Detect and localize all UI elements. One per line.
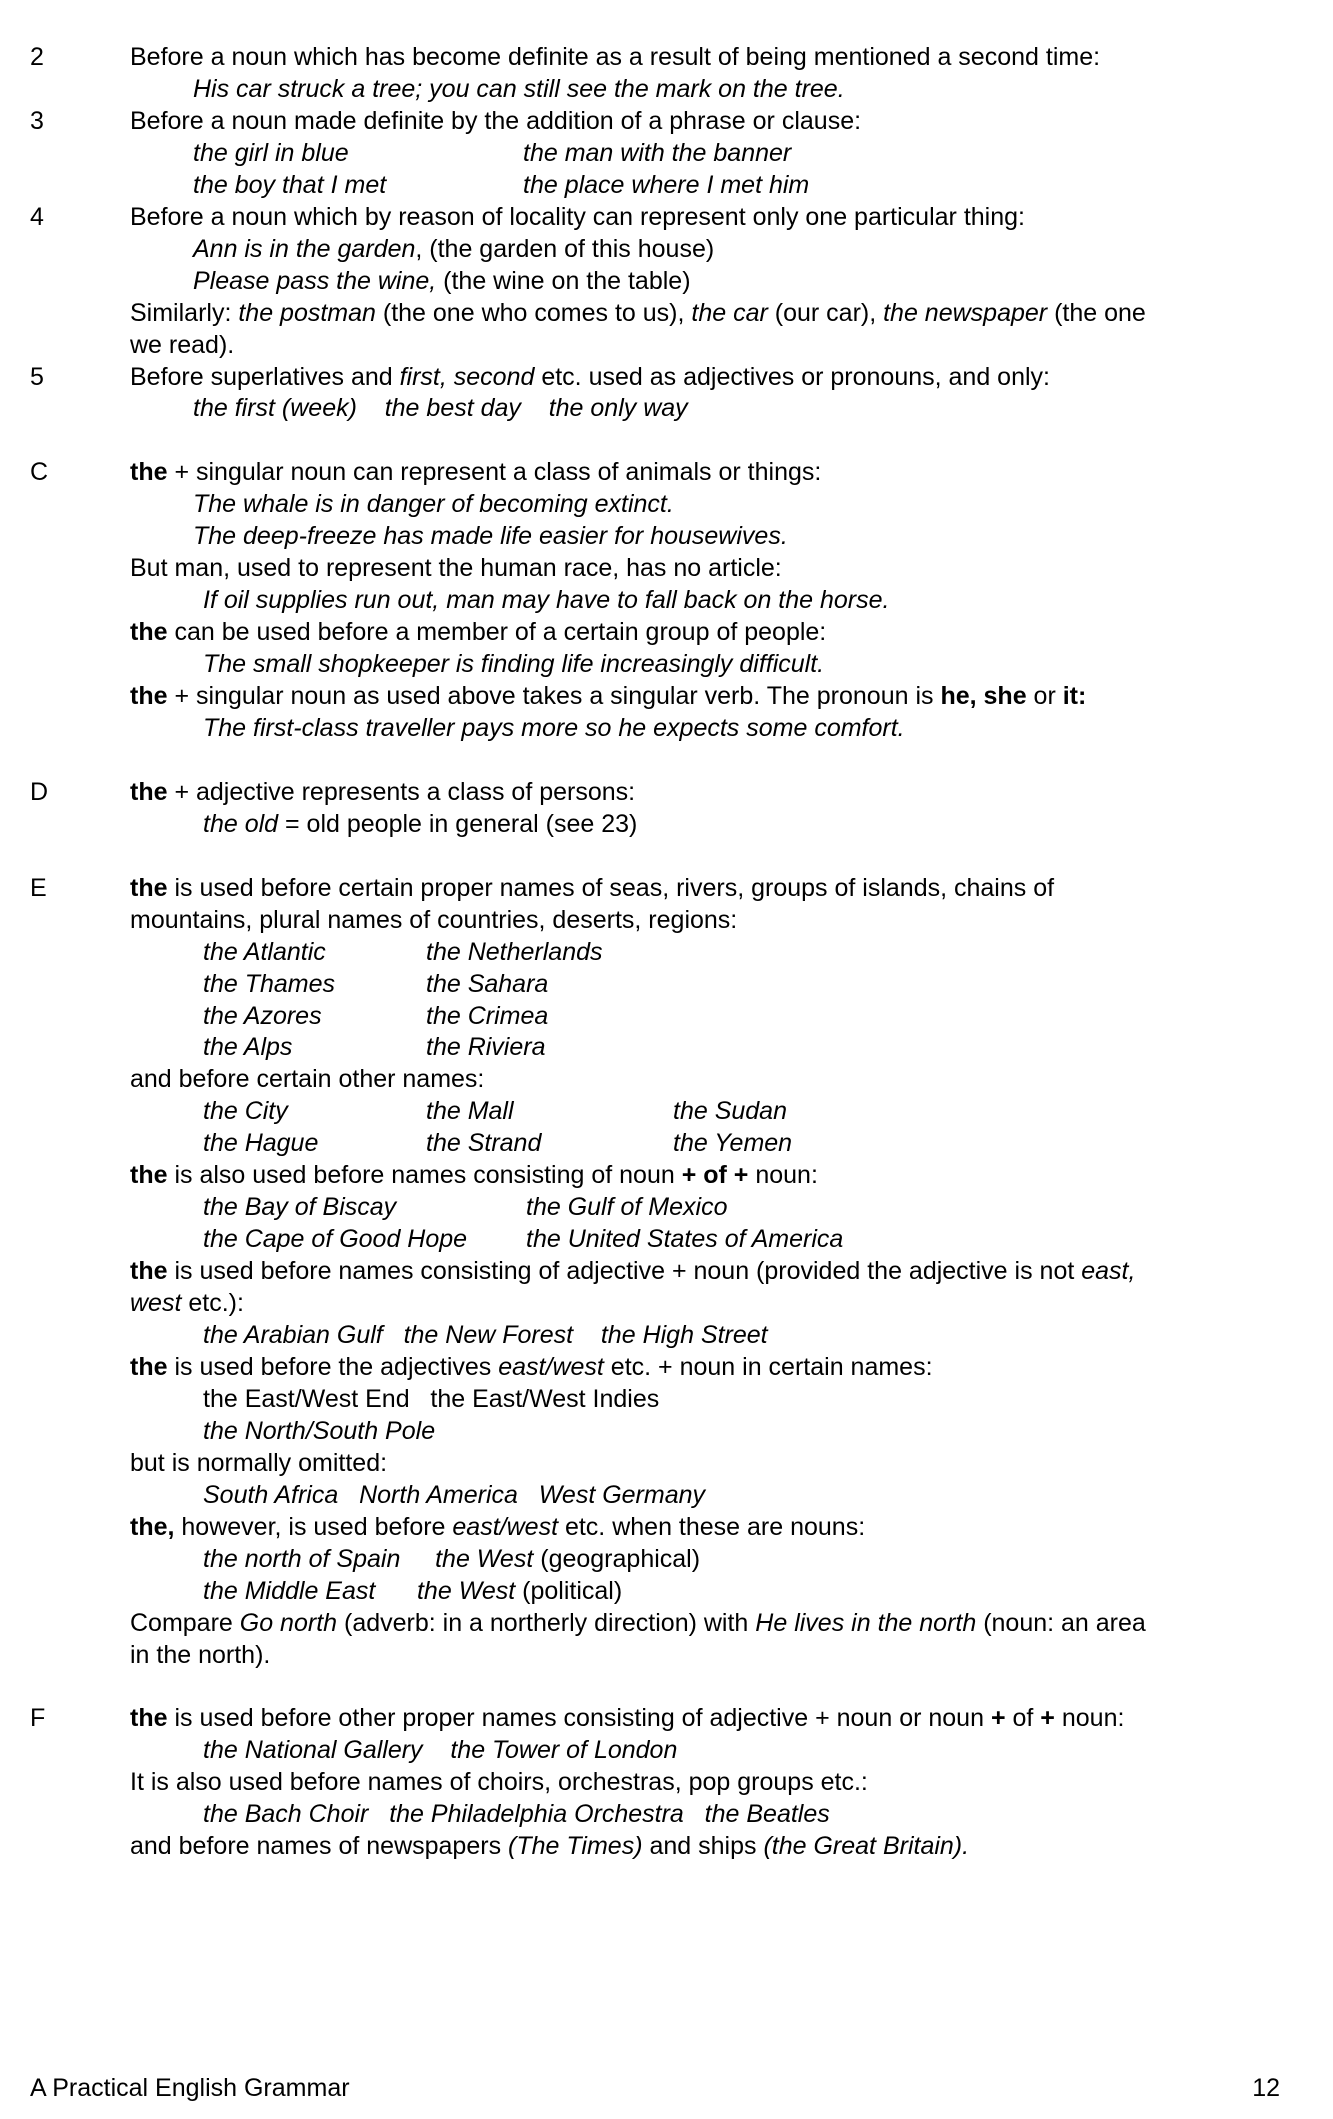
text-segment: or bbox=[1026, 682, 1063, 710]
line-content bbox=[203, 1575, 622, 1607]
text-segment: Similarly: bbox=[130, 298, 239, 327]
text-segment: and before names of newspapers bbox=[130, 1832, 509, 1861]
example-column bbox=[203, 1223, 467, 1255]
bold-term: the bbox=[130, 682, 168, 710]
text-segment: , (the garden of this house) bbox=[415, 234, 715, 263]
text-segment: Compare bbox=[130, 1608, 240, 1637]
text-segment: however, is used before bbox=[174, 1512, 453, 1541]
line-content bbox=[130, 1766, 868, 1798]
example-column bbox=[426, 1127, 541, 1159]
italic-example: the girl in blue bbox=[193, 138, 349, 167]
text-segment: Before a noun which by reason of locality can represent only one particular thing: bbox=[130, 202, 1025, 231]
italic-example: Ann is in the garden bbox=[193, 234, 416, 263]
bold-term: the, bbox=[130, 1512, 175, 1541]
italic-example: east/west bbox=[452, 1512, 559, 1541]
line-content bbox=[203, 1798, 830, 1830]
italic-example: west bbox=[130, 1289, 182, 1318]
line-content bbox=[193, 265, 691, 297]
italic-example: the Yemen bbox=[673, 1129, 793, 1158]
line-content bbox=[130, 1511, 865, 1543]
text-segment: is used before other proper names consisting of adjective + noun or noun bbox=[167, 1704, 991, 1733]
bold-term: the bbox=[130, 1704, 168, 1733]
line-content bbox=[130, 1639, 270, 1671]
line-content bbox=[130, 1159, 818, 1191]
line-content bbox=[193, 73, 845, 105]
text-segment: (political) bbox=[515, 1576, 623, 1605]
bold-term: + bbox=[1040, 1704, 1055, 1733]
example-column bbox=[673, 1095, 787, 1127]
text-segment: + singular noun as used above takes a singular verb. The pronoun is bbox=[167, 682, 941, 710]
bold-term: the bbox=[130, 1161, 168, 1190]
section-label: 5 bbox=[30, 362, 44, 391]
text-segment: = old people in general (see 23) bbox=[278, 809, 638, 838]
line-content bbox=[130, 616, 826, 648]
italic-example: the Riviera bbox=[426, 1033, 546, 1062]
example-column bbox=[203, 1031, 292, 1063]
example-column bbox=[193, 137, 349, 169]
bold-term: + bbox=[990, 1704, 1006, 1733]
example-column bbox=[193, 169, 386, 201]
example-column bbox=[526, 1191, 727, 1223]
text-segment: Before a noun made definite by the addition of a phrase or clause: bbox=[130, 106, 862, 135]
example-column bbox=[426, 1000, 548, 1032]
line-content bbox=[130, 41, 1100, 73]
line-content bbox=[130, 904, 737, 936]
italic-example: the Thames bbox=[203, 969, 336, 998]
section-label: 4 bbox=[30, 202, 44, 231]
line-content bbox=[203, 808, 637, 840]
italic-example: the man with the banner bbox=[523, 138, 792, 167]
example-column bbox=[426, 968, 548, 1000]
example-column bbox=[203, 1191, 396, 1223]
section-label: 3 bbox=[30, 106, 44, 135]
italic-example: the old bbox=[203, 809, 279, 838]
line-content bbox=[130, 1702, 1124, 1734]
text-segment: etc. when these are nouns: bbox=[558, 1512, 866, 1541]
line-content bbox=[203, 1383, 659, 1415]
bold-term: he, she bbox=[940, 682, 1027, 710]
footer-book-title: A Practical English Grammar bbox=[30, 2074, 350, 2102]
line-content bbox=[130, 201, 1025, 233]
italic-example: the boy that I met bbox=[193, 170, 387, 199]
text-segment: Before superlatives and bbox=[130, 362, 400, 391]
italic-example: the Atlantic bbox=[203, 937, 326, 966]
example-column bbox=[203, 1095, 288, 1127]
example-column bbox=[203, 1127, 318, 1159]
italic-example: the postman bbox=[238, 298, 376, 327]
italic-example: east, bbox=[1081, 1257, 1136, 1286]
line-content bbox=[130, 1255, 1135, 1287]
text-segment: of bbox=[1005, 1704, 1041, 1733]
italic-example: the Alps bbox=[203, 1033, 293, 1062]
italic-example: His car struck a tree; you can still see the mark on the tree. bbox=[193, 74, 845, 103]
line-content bbox=[130, 456, 821, 488]
text-segment: It is also used before names of choirs, orchestras, pop groups etc.: bbox=[130, 1768, 868, 1797]
example-column bbox=[203, 936, 326, 968]
text-segment: (the one who comes to us), bbox=[375, 298, 692, 327]
line-content bbox=[203, 1319, 768, 1351]
line-content bbox=[193, 392, 688, 424]
text-segment: (the wine on the table) bbox=[436, 266, 691, 295]
text-segment: Before a noun which has become definite as a result of being mentioned a second time: bbox=[130, 43, 1101, 71]
italic-example: the Sudan bbox=[673, 1097, 787, 1126]
italic-example: Please pass the wine, bbox=[193, 266, 437, 295]
italic-example: the Bach Choir the Philadelphia Orchestra the Beatles bbox=[203, 1800, 830, 1829]
italic-example: the first (week) the best day the only way bbox=[193, 394, 688, 423]
section-label: C bbox=[30, 458, 49, 487]
line-content bbox=[193, 520, 788, 552]
line-content bbox=[130, 776, 635, 808]
italic-example: The deep-freeze has made life easier for housewives. bbox=[193, 522, 788, 551]
line-content bbox=[130, 1830, 969, 1862]
line-content bbox=[130, 872, 1054, 904]
text-segment: but is normally omitted: bbox=[130, 1448, 388, 1477]
line-content bbox=[130, 1447, 387, 1479]
text-segment: noun: bbox=[1054, 1704, 1125, 1733]
example-column bbox=[426, 936, 603, 968]
italic-example: the Azores bbox=[203, 1001, 322, 1030]
example-column bbox=[203, 1000, 322, 1032]
line-content bbox=[130, 105, 861, 137]
italic-example: the Arabian Gulf the New Forest the High Street bbox=[203, 1321, 768, 1349]
text-segment: + singular noun can represent a class of animals or things: bbox=[167, 458, 822, 487]
line-content bbox=[203, 1479, 705, 1511]
line-content bbox=[203, 1415, 435, 1447]
line-content bbox=[130, 297, 1146, 329]
line-content bbox=[130, 361, 1050, 393]
italic-example: (The Times) bbox=[508, 1832, 643, 1861]
line-content bbox=[203, 712, 905, 744]
italic-example: the Gulf of Mexico bbox=[526, 1193, 728, 1222]
line-content bbox=[203, 1543, 700, 1575]
example-column bbox=[426, 1031, 546, 1063]
line-content bbox=[130, 1287, 244, 1319]
italic-example: the Bay of Biscay bbox=[203, 1193, 397, 1222]
example-column bbox=[523, 169, 809, 201]
italic-example: the Sahara bbox=[426, 969, 549, 998]
italic-example: South Africa North America West Germany bbox=[203, 1480, 706, 1509]
italic-example: The small shopkeeper is finding life increasingly difficult. bbox=[203, 650, 825, 679]
text-segment: is used before names consisting of adjective + noun (provided the adjective is not bbox=[167, 1257, 1082, 1286]
text-segment: + adjective represents a class of persons: bbox=[167, 777, 636, 806]
italic-example: the car bbox=[691, 298, 768, 327]
section-label: 2 bbox=[30, 43, 44, 71]
line-content bbox=[130, 329, 234, 361]
italic-example: the Hague bbox=[203, 1129, 319, 1158]
text-segment: is used before the adjectives bbox=[167, 1352, 499, 1381]
example-column bbox=[673, 1127, 792, 1159]
italic-example: the Middle East the West bbox=[203, 1576, 516, 1605]
italic-example: He lives in the north bbox=[755, 1608, 977, 1637]
text-segment: is used before certain proper names of seas, rivers, groups of islands, chains of bbox=[167, 873, 1055, 902]
italic-example: the Netherlands bbox=[426, 937, 603, 966]
italic-example: Go north bbox=[239, 1608, 338, 1637]
line-content bbox=[203, 1734, 677, 1766]
italic-example: The first-class traveller pays more so he expects some comfort. bbox=[203, 713, 905, 742]
text-segment: can be used before a member of a certain group of people: bbox=[167, 618, 827, 647]
italic-example: the United States of America bbox=[526, 1225, 844, 1254]
text-segment: (the one bbox=[1047, 298, 1146, 327]
italic-example: the north of Spain the West bbox=[203, 1544, 534, 1573]
text-segment: etc.): bbox=[181, 1289, 244, 1318]
line-content bbox=[203, 648, 824, 680]
example-column bbox=[203, 968, 335, 1000]
text-segment: etc. used as adjectives or pronouns, and only: bbox=[534, 362, 1050, 391]
footer-page-number: 12 bbox=[1252, 2074, 1280, 2102]
line-content bbox=[203, 584, 890, 616]
bold-term: the bbox=[130, 873, 168, 902]
text-segment: and ships bbox=[642, 1832, 764, 1861]
line-content bbox=[130, 1063, 484, 1095]
italic-example: the Crimea bbox=[426, 1001, 549, 1030]
italic-example: the Cape of Good Hope bbox=[203, 1225, 468, 1254]
text-segment: is also used before names consisting of noun bbox=[167, 1161, 682, 1190]
bold-term: + of + bbox=[681, 1161, 749, 1190]
italic-example: east/west bbox=[498, 1352, 604, 1381]
italic-example: The whale is in danger of becoming extinct. bbox=[193, 490, 674, 519]
example-column bbox=[523, 137, 791, 169]
example-column bbox=[426, 1095, 514, 1127]
line-content bbox=[193, 488, 674, 520]
line-content bbox=[193, 233, 714, 265]
line-content bbox=[130, 552, 782, 584]
italic-example: the newspaper bbox=[883, 298, 1048, 327]
text-segment: But man, used to represent the human race, has no article: bbox=[130, 554, 782, 583]
text-segment: the East/West End the East/West Indies bbox=[203, 1384, 660, 1413]
text-segment: mountains, plural names of countries, deserts, regions: bbox=[130, 905, 738, 934]
section-label: D bbox=[30, 777, 49, 806]
section-label: F bbox=[30, 1704, 46, 1733]
line-content bbox=[130, 1351, 933, 1383]
bold-term: the bbox=[130, 1352, 168, 1381]
section-label: E bbox=[30, 873, 47, 902]
text-segment: noun: bbox=[748, 1161, 818, 1190]
example-column bbox=[526, 1223, 843, 1255]
text-segment: in the north). bbox=[130, 1640, 271, 1669]
text-segment: we read). bbox=[130, 330, 235, 359]
italic-example: the City bbox=[203, 1097, 288, 1126]
line-content bbox=[130, 1607, 1146, 1639]
italic-example: first, second bbox=[399, 362, 535, 391]
text-segment: (our car), bbox=[767, 298, 884, 327]
line-content bbox=[130, 680, 1086, 712]
text-segment: and before certain other names: bbox=[130, 1065, 485, 1094]
bold-term: it: bbox=[1062, 682, 1087, 710]
text-segment: etc. + noun in certain names: bbox=[603, 1352, 933, 1381]
text-segment: (adverb: in a northerly direction) with bbox=[337, 1608, 756, 1637]
italic-example: the Mall bbox=[426, 1097, 514, 1126]
bold-term: the bbox=[130, 777, 168, 806]
bold-term: the bbox=[130, 1257, 168, 1286]
bold-term: the bbox=[130, 458, 168, 487]
text-segment: (noun: an area bbox=[976, 1608, 1146, 1637]
italic-example: the place where I met him bbox=[523, 170, 810, 199]
italic-example: the National Gallery the Tower of London bbox=[203, 1736, 678, 1765]
italic-example: If oil supplies run out, man may have to fall back on the horse. bbox=[203, 586, 890, 615]
italic-example: the Strand bbox=[426, 1129, 542, 1158]
italic-example: the North/South Pole bbox=[203, 1416, 436, 1445]
italic-example: (the Great Britain). bbox=[763, 1832, 970, 1861]
bold-term: the bbox=[130, 618, 168, 647]
text-segment: (geographical) bbox=[533, 1544, 701, 1573]
